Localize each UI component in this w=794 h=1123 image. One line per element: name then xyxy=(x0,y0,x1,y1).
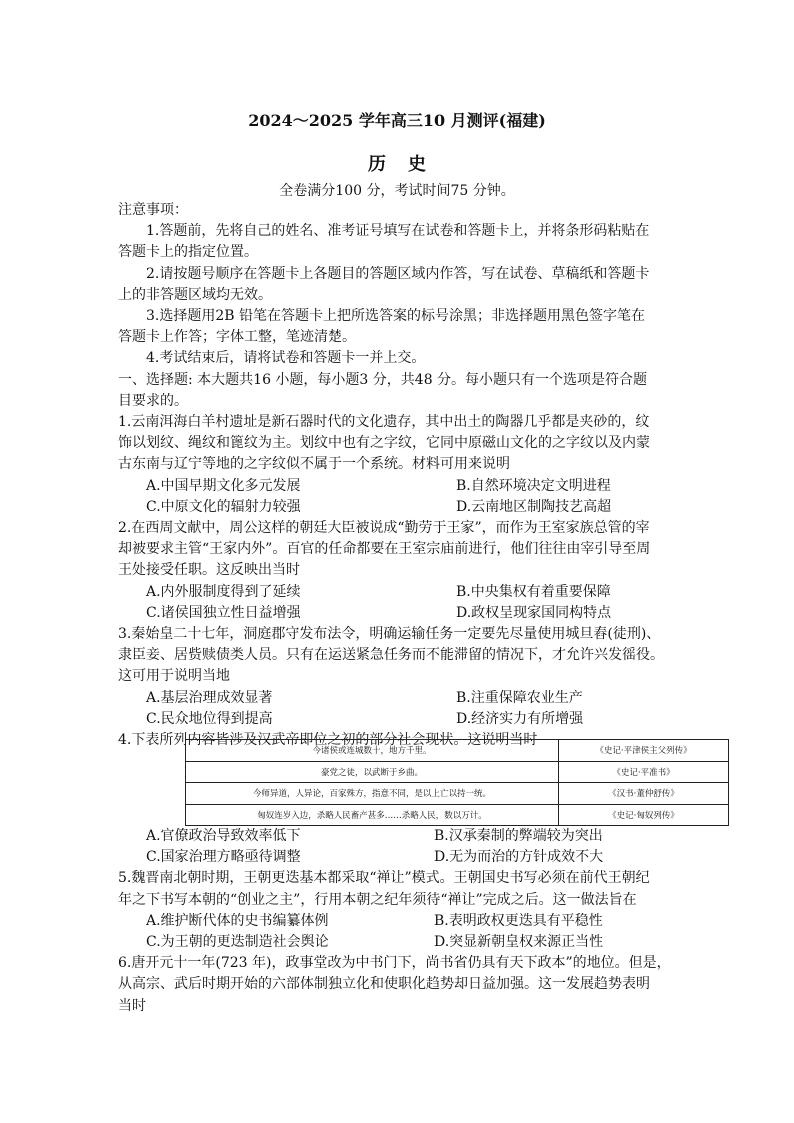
table-cell-source: 《史记·平准书》 xyxy=(559,761,729,783)
question-6 xyxy=(118,953,680,1017)
question-stem: 3.秦始皇二十七年，洞庭郡守发布法令，明确运输任务一定要先尽量使用城旦舂(徒刑)、 xyxy=(118,626,661,643)
exam-info: 全卷满分100 分，考试时间75 分钟。 xyxy=(279,183,515,199)
option-d: D.云南地区制陶技艺高超 xyxy=(456,498,612,515)
question-5 xyxy=(118,868,680,953)
question-3 xyxy=(118,624,680,730)
table-cell-quote: 豪党之徒，以武断于乡曲。 xyxy=(186,761,559,783)
option-c: C.诸侯国独立性日益增强 xyxy=(146,604,301,621)
option-d: D.无为而治的方针成效不大 xyxy=(434,849,604,866)
notice-line: 答题卡上的指定位置。 xyxy=(118,244,258,261)
section-heading: 目要求的。 xyxy=(118,392,188,409)
notice-line: 1.答题前，先将自己的姓名、准考证号填写在试卷和答题卡上，并将条形码粘贴在 xyxy=(146,223,650,240)
table-cell-quote: 今诸侯或连城数十，地方千里。 xyxy=(186,740,559,762)
option-b: B.注重保障农业生产 xyxy=(456,689,583,706)
source-table xyxy=(185,739,729,826)
option-a: A.维护断代体的史书编纂体例 xyxy=(146,912,329,929)
table-row xyxy=(186,783,729,805)
notice-line: 答题卡上作答；字体工整，笔迹清楚。 xyxy=(118,329,356,346)
table-cell-source: 《史记·匈奴列传》 xyxy=(559,804,729,826)
exam-body xyxy=(118,200,680,751)
notice-heading: 注意事项： xyxy=(118,202,188,218)
table-row xyxy=(186,740,729,762)
question-stem: 1.云南洱海白羊村遗址是新石器时代的文化遗存，其中出土的陶器几乎都是夹砂的，纹 xyxy=(118,414,650,431)
table-row xyxy=(186,804,729,826)
question-stem: 从高宗、武后时期开始的六部体制独立化和使职化趋势却日益加强。这一发展趋势表明 xyxy=(118,976,650,993)
question-stem: 5.魏晋南北朝时期，王朝更迭基本都采取“禅让”模式。王朝国史书写必须在前代王朝纪 xyxy=(118,870,650,887)
question-2 xyxy=(118,518,680,624)
option-d: D.政权呈现家国同构特点 xyxy=(456,604,612,621)
option-a: A.基层治理成效显著 xyxy=(146,689,273,706)
option-c: C.民众地位得到提高 xyxy=(146,710,273,727)
question-stem: 饰以划纹、绳纹和篦纹为主。划纹中也有之字纹，它同中原磁山文化的之字纹以及内蒙 xyxy=(118,435,650,452)
question-stem: 当时 xyxy=(118,997,146,1014)
option-c: C.为王朝的更迭制造社会舆论 xyxy=(146,934,329,951)
option-c: C.国家治理方略亟待调整 xyxy=(146,849,301,866)
section-heading: 一、选择题: 本大题共16 小题，每小题3 分，共48 分。每小题只有一个选项是符合题 xyxy=(118,371,648,388)
option-b: B.自然环境决定文明进程 xyxy=(456,477,611,494)
notice-line: 2.请按题号顺序在答题卡上各题目的答题区域内作答，写在试卷、草稿纸和答题卡 xyxy=(146,265,650,282)
question-stem: 隶臣妾、居赀赎债类人员。只有在运送紧急任务而不能滞留的情况下，才允许兴发徭役。 xyxy=(118,647,664,664)
question-stem: 6.唐开元十一年(723 年)，政事堂改为中书门下，尚书省仍具有天下政本”的地位。但是， xyxy=(118,955,671,972)
notice-line: 上的非答题区域均无效。 xyxy=(118,286,272,303)
question-stem: 这可用于说明当地 xyxy=(118,668,230,685)
notice-line: 4.考试结束后，请将试卷和答题卡一并上交。 xyxy=(146,350,426,367)
option-d: D.突显新朝皇权来源正当性 xyxy=(434,934,604,951)
subject-title: 历史 xyxy=(368,154,448,175)
table-row xyxy=(186,761,729,783)
option-a: A.内外服制度得到了延续 xyxy=(146,583,301,600)
table-cell-source: 《史记·平津侯主父列传》 xyxy=(559,740,729,762)
question-stem: 却被要求主管“王家内外”。百官的任命都要在王室宗庙前进行，他们往往由宰引导至周 xyxy=(118,541,651,558)
option-d: D.经济实力有所增强 xyxy=(456,710,584,727)
table-cell-source: 《汉书·董仲舒传》 xyxy=(559,783,729,805)
option-b: B.中央集权有着重要保障 xyxy=(456,583,611,600)
question-stem: 2.在西周文献中，周公这样的朝廷大臣被说成“勤劳于王家”，而作为王室家族总管的宰 xyxy=(118,520,650,537)
question-stem: 年之下书写本朝的“创业之主”，行用本朝之纪年须待“禅让”完成之后。这一做法旨在 xyxy=(118,891,637,908)
question-stem: 古东南与辽宁等地的之字纹似不属于一个系统。材料可用来说明 xyxy=(118,456,510,473)
question-stem: 王处接受任职。这反映出当时 xyxy=(118,562,300,579)
option-a: A.中国早期文化多元发展 xyxy=(146,477,301,494)
option-c: C.中原文化的辐射力较强 xyxy=(146,498,301,515)
notice-line: 3.选择题用2B 铅笔在答题卡上把所选答案的标号涂黑；非选择题用黑色签字笔在 xyxy=(146,308,646,325)
exam-title: 2024～2025 学年高三10 月测评(福建) xyxy=(248,111,546,130)
option-b: B.表明政权更迭具有平稳性 xyxy=(434,912,603,929)
table-cell-quote: 今师异道，人异论，百家殊方，指意不同，是以上亡以持一统。 xyxy=(186,783,559,805)
question-1 xyxy=(118,412,680,518)
option-b: B.汉承秦制的弊端较为突出 xyxy=(434,828,603,844)
question-stem: 4.下表所列内容皆涉及汉武帝即位之初的部分社会现状。这说明当时 xyxy=(118,732,538,749)
exam-body-continued xyxy=(118,826,680,1017)
option-a: A.官僚政治导致效率低下 xyxy=(146,828,301,844)
table-cell-quote: 匈奴连岁入边，杀略人民畜产甚多……杀略人民，数以万计。 xyxy=(186,804,559,826)
